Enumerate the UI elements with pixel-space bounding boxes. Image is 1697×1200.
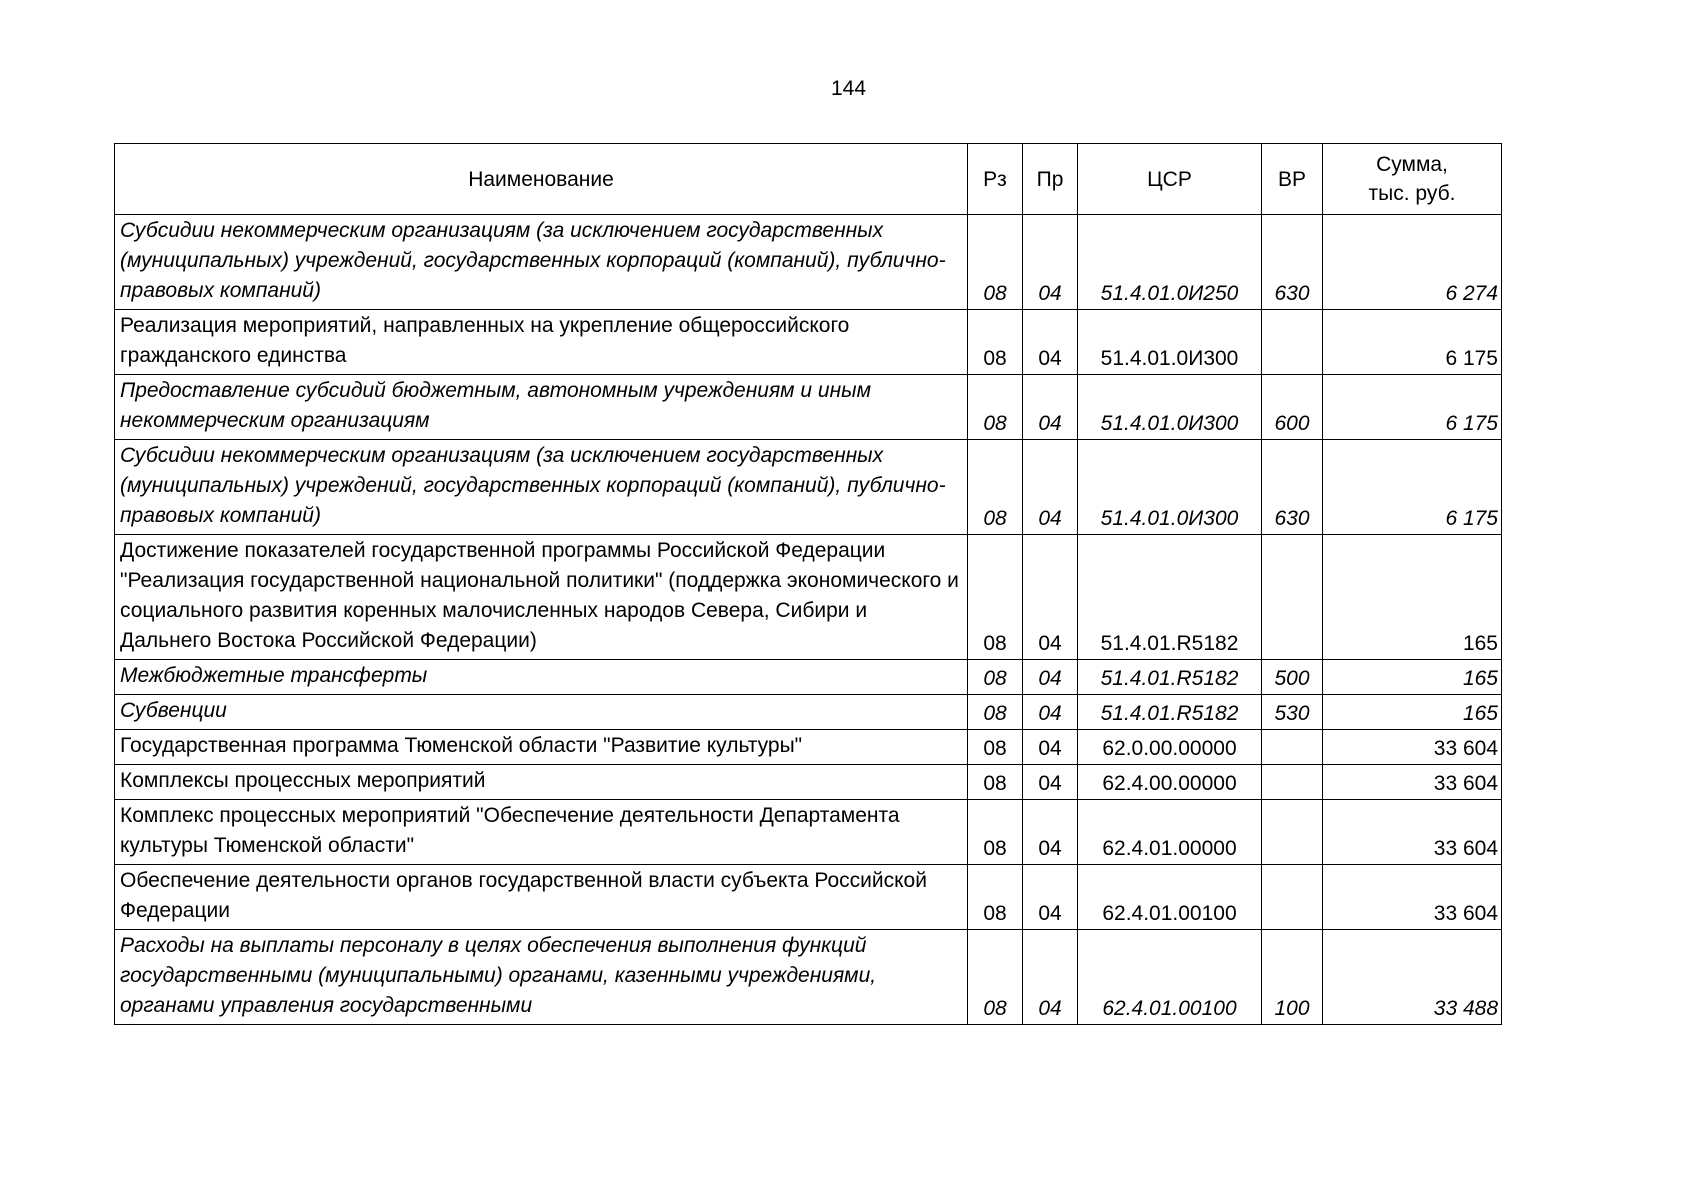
cell-vr: 630 (1262, 215, 1323, 310)
cell-rz: 08 (968, 215, 1023, 310)
cell-name: Комплексы процессных мероприятий (115, 765, 968, 800)
cell-vr (1262, 310, 1323, 375)
cell-name: Межбюджетные трансферты (115, 660, 968, 695)
cell-csr: 51.4.01.0И300 (1078, 440, 1262, 535)
cell-pr: 04 (1023, 730, 1078, 765)
cell-sum: 165 (1323, 535, 1502, 660)
cell-name: Комплекс процессных мероприятий "Обеспечение деятельности Департамента культуры Тюменской области" (115, 800, 968, 865)
cell-rz: 08 (968, 375, 1023, 440)
cell-rz: 08 (968, 730, 1023, 765)
cell-rz: 08 (968, 310, 1023, 375)
cell-pr: 04 (1023, 440, 1078, 535)
cell-csr: 51.4.01.0И300 (1078, 310, 1262, 375)
cell-vr: 500 (1262, 660, 1323, 695)
cell-sum: 33 604 (1323, 865, 1502, 930)
cell-pr: 04 (1023, 800, 1078, 865)
table-row (115, 310, 1502, 375)
header-row (115, 144, 1502, 215)
cell-vr (1262, 800, 1323, 865)
cell-pr: 04 (1023, 765, 1078, 800)
cell-sum: 6 175 (1323, 310, 1502, 375)
cell-vr: 100 (1262, 930, 1323, 1025)
cell-sum: 33 488 (1323, 930, 1502, 1025)
table-row (115, 695, 1502, 730)
table-row (115, 215, 1502, 310)
cell-sum: 33 604 (1323, 730, 1502, 765)
cell-csr: 62.4.01.00100 (1078, 865, 1262, 930)
cell-pr: 04 (1023, 535, 1078, 660)
table-row (115, 375, 1502, 440)
cell-csr: 51.4.01.R5182 (1078, 535, 1262, 660)
header-sum-line1: Сумма, (1376, 153, 1448, 176)
cell-csr: 51.4.01.0И300 (1078, 375, 1262, 440)
cell-vr (1262, 765, 1323, 800)
cell-name: Реализация мероприятий, направленных на укрепление общероссийского гражданского единства (115, 310, 968, 375)
cell-rz: 08 (968, 535, 1023, 660)
cell-rz: 08 (968, 765, 1023, 800)
cell-csr: 62.0.00.00000 (1078, 730, 1262, 765)
header-csr: ЦСР (1078, 144, 1262, 215)
cell-name: Субсидии некоммерческим организациям (за исключением государственных (муниципальных) учреждений, государственных корпораций (компаний), публично-правовых компаний) (115, 215, 968, 310)
cell-name: Государственная программа Тюменской области "Развитие культуры" (115, 730, 968, 765)
cell-vr (1262, 730, 1323, 765)
table-row (115, 440, 1502, 535)
cell-rz: 08 (968, 865, 1023, 930)
table-row (115, 660, 1502, 695)
cell-sum: 6 274 (1323, 215, 1502, 310)
cell-sum: 6 175 (1323, 440, 1502, 535)
cell-pr: 04 (1023, 695, 1078, 730)
cell-sum: 33 604 (1323, 765, 1502, 800)
table-row (115, 535, 1502, 660)
cell-rz: 08 (968, 440, 1023, 535)
cell-sum: 33 604 (1323, 800, 1502, 865)
cell-name: Расходы на выплаты персоналу в целях обеспечения выполнения функций государственными (муниципальными) органами, казенными учреждениями, органами управления государственными (115, 930, 968, 1025)
budget-table (114, 143, 1502, 1025)
header-vr: ВР (1262, 144, 1323, 215)
cell-csr: 62.4.00.00000 (1078, 765, 1262, 800)
cell-rz: 08 (968, 800, 1023, 865)
cell-pr: 04 (1023, 865, 1078, 930)
cell-vr: 530 (1262, 695, 1323, 730)
cell-pr: 04 (1023, 660, 1078, 695)
header-pr: Пр (1023, 144, 1078, 215)
page-number: 144 (830, 77, 867, 100)
cell-vr: 600 (1262, 375, 1323, 440)
cell-sum: 6 175 (1323, 375, 1502, 440)
cell-vr (1262, 865, 1323, 930)
cell-csr: 51.4.01.R5182 (1078, 660, 1262, 695)
cell-rz: 08 (968, 660, 1023, 695)
cell-sum: 165 (1323, 695, 1502, 730)
header-sum (1323, 144, 1502, 215)
cell-sum: 165 (1323, 660, 1502, 695)
table-row (115, 730, 1502, 765)
table-header (115, 144, 1502, 215)
cell-csr: 51.4.01.0И250 (1078, 215, 1262, 310)
table-body (115, 215, 1502, 1025)
cell-csr: 51.4.01.R5182 (1078, 695, 1262, 730)
cell-vr (1262, 535, 1323, 660)
table-row (115, 865, 1502, 930)
cell-csr: 62.4.01.00000 (1078, 800, 1262, 865)
cell-name: Достижение показателей государственной программы Российской Федерации "Реализация государственной национальной политики" (поддержка экономического и социального развития коренных малочисленных народов Севера, Сибири и Дальнего Востока Российской Федерации) (115, 535, 968, 660)
budget-table-container (114, 143, 1502, 1025)
header-name: Наименование (115, 144, 968, 215)
header-rz: Рз (968, 144, 1023, 215)
cell-rz: 08 (968, 930, 1023, 1025)
cell-pr: 04 (1023, 930, 1078, 1025)
table-row (115, 930, 1502, 1025)
cell-rz: 08 (968, 695, 1023, 730)
cell-name: Субсидии некоммерческим организациям (за исключением государственных (муниципальных) учреждений, государственных корпораций (компаний), публично-правовых компаний) (115, 440, 968, 535)
cell-pr: 04 (1023, 215, 1078, 310)
cell-pr: 04 (1023, 375, 1078, 440)
table-row (115, 765, 1502, 800)
cell-csr: 62.4.01.00100 (1078, 930, 1262, 1025)
cell-pr: 04 (1023, 310, 1078, 375)
cell-name: Субвенции (115, 695, 968, 730)
header-sum-line2: тыс. руб. (1368, 182, 1456, 205)
cell-name: Предоставление субсидий бюджетным, автономным учреждениям и иным некоммерческим организациям (115, 375, 968, 440)
table-row (115, 800, 1502, 865)
cell-name: Обеспечение деятельности органов государственной власти субъекта Российской Федерации (115, 865, 968, 930)
cell-vr: 630 (1262, 440, 1323, 535)
